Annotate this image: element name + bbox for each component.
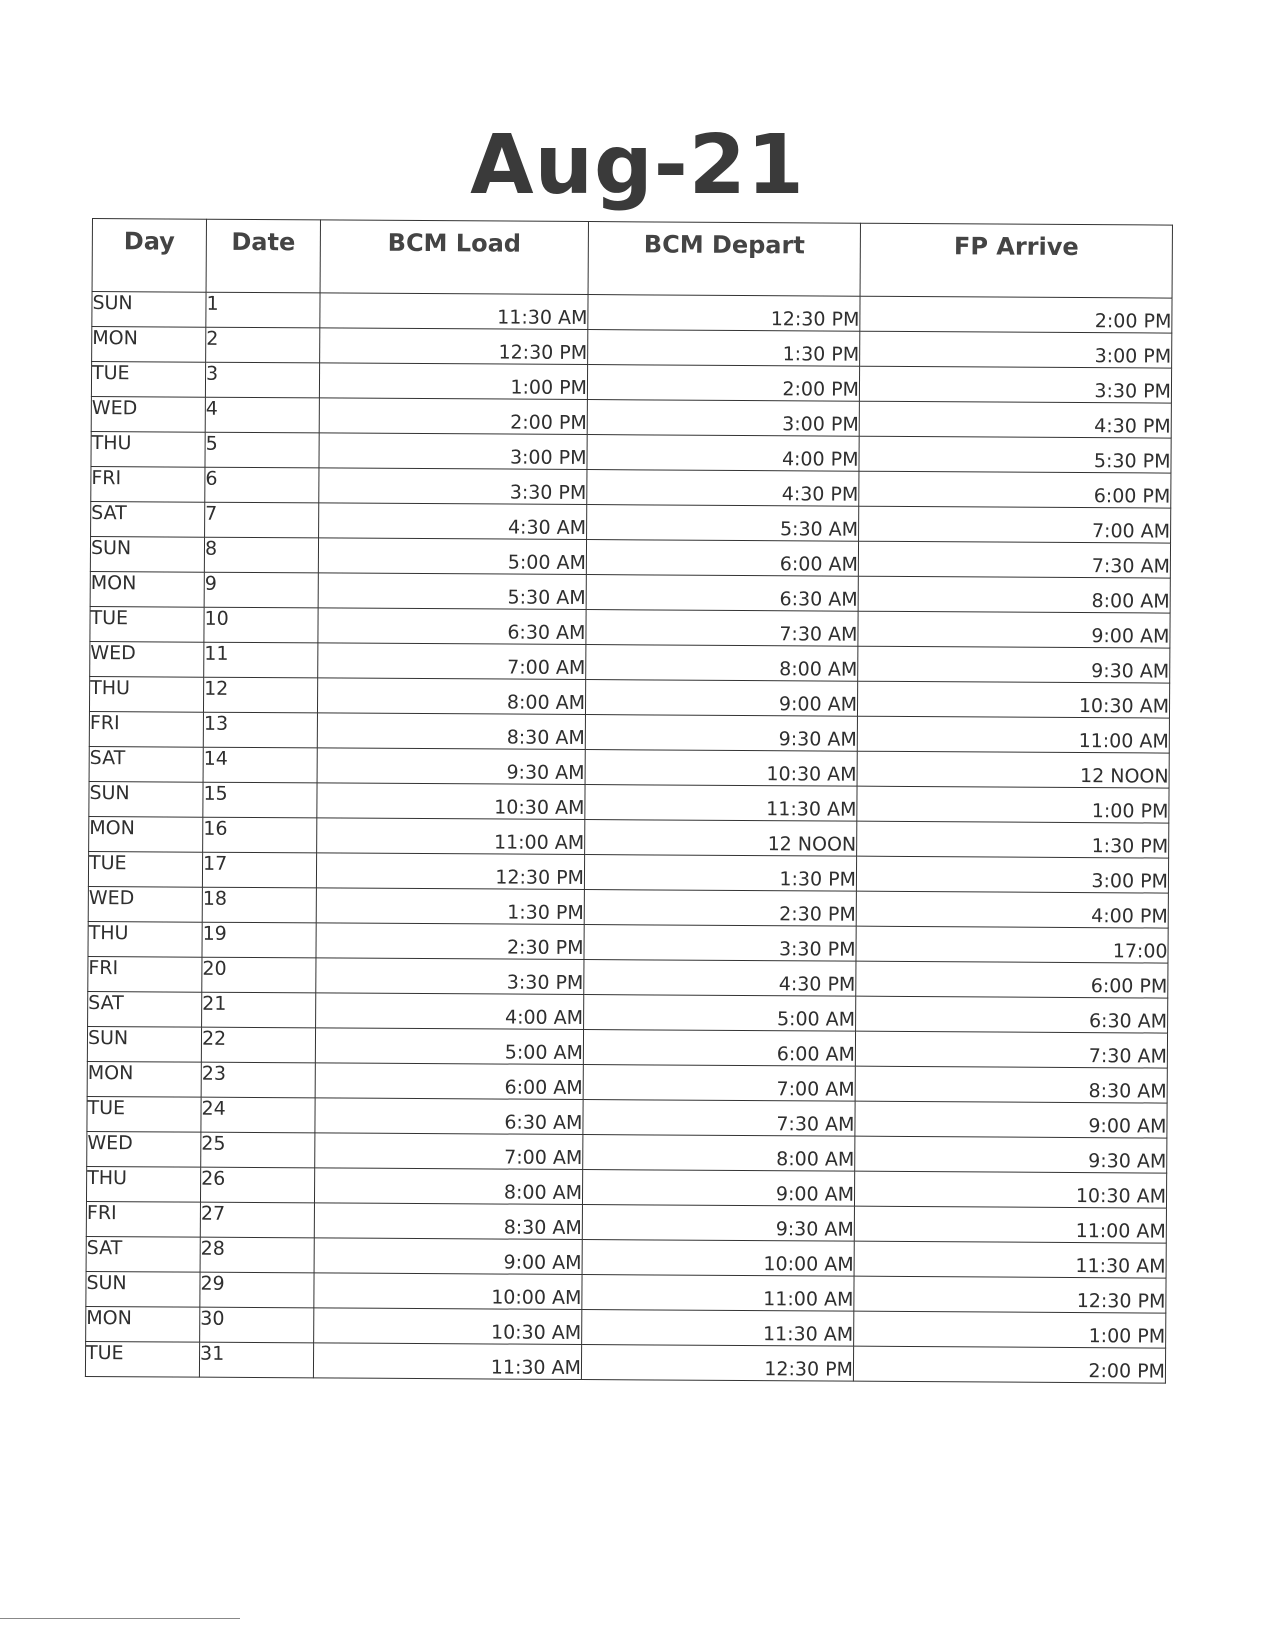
bcm-depart-cell: 5:00 AM (584, 995, 856, 1032)
bcm-depart-cell: 11:00 AM (582, 1275, 854, 1312)
date-cell: 16 (203, 817, 317, 853)
header-row (92, 219, 1172, 299)
bcm-depart-cell: 9:30 AM (585, 715, 857, 752)
bcm-depart-cell: 11:30 AM (585, 785, 857, 822)
column-header-bcm-depart: BCM Depart (588, 222, 860, 297)
date-cell: 17 (202, 852, 316, 888)
fp-arrive-cell: 10:30 AM (857, 681, 1169, 718)
day-cell: WED (88, 886, 202, 922)
bcm-depart-cell: 9:00 AM (582, 1170, 854, 1207)
schedule-body (85, 292, 1172, 1384)
bcm-load-cell: 12:30 PM (320, 328, 588, 365)
bcm-load-cell: 1:00 PM (319, 363, 587, 400)
day-cell: SUN (89, 781, 203, 817)
bcm-depart-cell: 9:30 AM (582, 1205, 854, 1242)
bcm-depart-cell: 8:00 AM (583, 1135, 855, 1172)
bcm-load-cell: 8:00 AM (314, 1168, 582, 1205)
bcm-depart-cell: 10:30 AM (585, 750, 857, 787)
date-cell: 5 (205, 432, 319, 468)
fp-arrive-cell: 10:30 AM (854, 1171, 1166, 1208)
date-cell: 3 (205, 362, 319, 398)
bcm-load-cell: 2:00 PM (319, 398, 587, 435)
bcm-depart-cell: 7:30 AM (586, 610, 858, 647)
date-cell: 12 (203, 677, 317, 713)
bcm-depart-cell: 6:00 AM (583, 1030, 855, 1067)
bcm-depart-cell: 1:30 PM (588, 330, 860, 367)
day-cell: FRI (86, 1201, 200, 1237)
fp-arrive-cell: 1:00 PM (857, 786, 1169, 823)
day-cell: THU (86, 1166, 200, 1202)
bcm-depart-cell: 9:00 AM (585, 680, 857, 717)
day-cell: WED (87, 1131, 201, 1167)
bcm-depart-cell: 2:00 PM (587, 365, 859, 402)
date-cell: 26 (200, 1167, 314, 1203)
day-cell: TUE (88, 851, 202, 887)
column-header-date: Date (206, 219, 320, 293)
date-cell: 28 (200, 1237, 314, 1273)
fp-arrive-cell: 6:00 PM (856, 961, 1168, 998)
bcm-load-cell: 6:30 AM (318, 608, 586, 645)
bcm-load-cell: 8:30 AM (317, 713, 585, 750)
bcm-load-cell: 5:30 AM (318, 573, 586, 610)
date-cell: 27 (200, 1202, 314, 1238)
bcm-depart-cell: 4:00 PM (587, 435, 859, 472)
bcm-load-cell: 8:30 AM (314, 1203, 582, 1240)
day-cell: SUN (90, 536, 204, 572)
bcm-load-cell: 10:00 AM (314, 1273, 582, 1310)
fp-arrive-cell: 9:30 AM (858, 646, 1170, 683)
bcm-load-cell: 11:30 AM (313, 1343, 581, 1380)
date-cell: 10 (204, 607, 318, 643)
date-cell: 22 (201, 1027, 315, 1063)
date-cell: 4 (205, 397, 319, 433)
fp-arrive-cell: 12 NOON (857, 751, 1169, 788)
day-cell: SUN (92, 292, 206, 328)
date-cell: 25 (201, 1132, 315, 1168)
bcm-load-cell: 5:00 AM (318, 538, 586, 575)
schedule-sheet (85, 218, 1172, 1384)
bcm-load-cell: 1:30 PM (316, 888, 584, 925)
day-cell: FRI (89, 711, 203, 747)
date-cell: 1 (206, 292, 320, 328)
day-cell: MON (87, 1061, 201, 1097)
fp-arrive-cell: 6:30 AM (856, 996, 1168, 1033)
fp-arrive-cell: 7:30 AM (858, 541, 1170, 578)
fp-arrive-cell: 6:00 PM (859, 471, 1171, 508)
bcm-load-cell: 11:30 AM (320, 293, 588, 330)
bcm-load-cell: 8:00 AM (317, 678, 585, 715)
date-cell: 13 (203, 712, 317, 748)
date-cell: 7 (205, 502, 319, 538)
bcm-depart-cell: 7:00 AM (583, 1065, 855, 1102)
day-cell: MON (86, 1306, 200, 1342)
date-cell: 14 (203, 747, 317, 783)
bcm-load-cell: 3:30 PM (319, 468, 587, 505)
date-cell: 18 (202, 887, 316, 923)
date-cell: 8 (204, 537, 318, 573)
column-header-fp-arrive: FP Arrive (860, 223, 1172, 298)
table-row (85, 1341, 1165, 1383)
bcm-load-cell: 3:30 PM (316, 958, 584, 995)
bcm-depart-cell: 12:30 PM (581, 1345, 853, 1382)
day-cell: WED (90, 641, 204, 677)
day-cell: FRI (88, 956, 202, 992)
bcm-depart-cell: 3:00 PM (587, 400, 859, 437)
fp-arrive-cell: 17:00 (856, 926, 1168, 963)
day-cell: FRI (91, 466, 205, 502)
bcm-load-cell: 10:30 AM (314, 1308, 582, 1345)
day-cell: TUE (87, 1096, 201, 1132)
fp-arrive-cell: 2:00 PM (860, 296, 1172, 333)
fp-arrive-cell: 7:00 AM (859, 506, 1171, 543)
bcm-depart-cell: 4:30 PM (584, 960, 856, 997)
day-cell: WED (91, 396, 205, 432)
date-cell: 21 (202, 992, 316, 1028)
day-cell: SAT (91, 501, 205, 537)
fp-arrive-cell: 1:00 PM (854, 1311, 1166, 1348)
bcm-load-cell: 5:00 AM (315, 1028, 583, 1065)
fp-arrive-cell: 8:00 AM (858, 576, 1170, 613)
fp-arrive-cell: 11:30 AM (854, 1241, 1166, 1278)
fp-arrive-cell: 3:00 PM (860, 331, 1172, 368)
date-cell: 30 (200, 1307, 314, 1343)
bcm-depart-cell: 2:30 PM (584, 890, 856, 927)
bcm-load-cell: 12:30 PM (316, 853, 584, 890)
date-cell: 2 (206, 327, 320, 363)
bcm-depart-cell: 4:30 PM (587, 470, 859, 507)
date-cell: 15 (203, 782, 317, 818)
bcm-load-cell: 9:30 AM (317, 748, 585, 785)
day-cell: THU (89, 676, 203, 712)
date-cell: 20 (202, 957, 316, 993)
fp-arrive-cell: 3:00 PM (856, 856, 1168, 893)
day-cell: SUN (87, 1026, 201, 1062)
fp-arrive-cell: 2:00 PM (853, 1346, 1165, 1383)
fp-arrive-cell: 4:30 PM (859, 401, 1171, 438)
date-cell: 24 (201, 1097, 315, 1133)
bcm-load-cell: 6:30 AM (315, 1098, 583, 1135)
day-cell: MON (90, 571, 204, 607)
bcm-load-cell: 7:00 AM (315, 1133, 583, 1170)
page-title: Aug-21 (470, 118, 805, 213)
fp-arrive-cell: 4:00 PM (856, 891, 1168, 928)
bcm-load-cell: 11:00 AM (317, 818, 585, 855)
bcm-depart-cell: 11:30 AM (582, 1310, 854, 1347)
fp-arrive-cell: 9:30 AM (855, 1136, 1167, 1173)
day-cell: SAT (86, 1236, 200, 1272)
bcm-depart-cell: 6:00 AM (586, 540, 858, 577)
schedule-table (85, 218, 1173, 1384)
date-cell: 31 (199, 1342, 313, 1378)
bcm-load-cell: 10:30 AM (317, 783, 585, 820)
day-cell: SAT (88, 991, 202, 1027)
day-cell: SAT (89, 746, 203, 782)
day-cell: TUE (91, 362, 205, 398)
fp-arrive-cell: 11:00 AM (854, 1206, 1166, 1243)
bcm-depart-cell: 3:30 PM (584, 925, 856, 962)
date-cell: 9 (204, 572, 318, 608)
bcm-load-cell: 7:00 AM (318, 643, 586, 680)
day-cell: THU (88, 921, 202, 957)
bcm-load-cell: 9:00 AM (314, 1238, 582, 1275)
fp-arrive-cell: 3:30 PM (859, 366, 1171, 403)
bcm-depart-cell: 7:30 AM (583, 1100, 855, 1137)
bcm-depart-cell: 12:30 PM (588, 295, 860, 332)
date-cell: 23 (201, 1062, 315, 1098)
fp-arrive-cell: 9:00 AM (858, 611, 1170, 648)
bcm-depart-cell: 8:00 AM (586, 645, 858, 682)
day-cell: TUE (90, 606, 204, 642)
date-cell: 29 (200, 1272, 314, 1308)
day-cell: SUN (86, 1271, 200, 1307)
fp-arrive-cell: 1:30 PM (857, 821, 1169, 858)
date-cell: 11 (204, 642, 318, 678)
bcm-load-cell: 2:30 PM (316, 923, 584, 960)
bcm-depart-cell: 1:30 PM (584, 855, 856, 892)
bcm-depart-cell: 5:30 AM (587, 505, 859, 542)
day-cell: THU (91, 431, 205, 467)
scan-edge-line (0, 1618, 240, 1619)
bcm-load-cell: 4:30 AM (319, 503, 587, 540)
day-cell: MON (89, 816, 203, 852)
date-cell: 19 (202, 922, 316, 958)
date-cell: 6 (205, 467, 319, 503)
bcm-depart-cell: 6:30 AM (586, 575, 858, 612)
column-header-bcm-load: BCM Load (320, 220, 588, 295)
day-cell: MON (92, 327, 206, 363)
bcm-depart-cell: 12 NOON (585, 820, 857, 857)
fp-arrive-cell: 12:30 PM (854, 1276, 1166, 1313)
bcm-load-cell: 4:00 AM (316, 993, 584, 1030)
bcm-load-cell: 6:00 AM (315, 1063, 583, 1100)
fp-arrive-cell: 7:30 AM (855, 1031, 1167, 1068)
fp-arrive-cell: 11:00 AM (857, 716, 1169, 753)
fp-arrive-cell: 9:00 AM (855, 1101, 1167, 1138)
bcm-depart-cell: 10:00 AM (582, 1240, 854, 1277)
column-header-day: Day (92, 219, 206, 293)
fp-arrive-cell: 5:30 PM (859, 436, 1171, 473)
bcm-load-cell: 3:00 PM (319, 433, 587, 470)
fp-arrive-cell: 8:30 AM (855, 1066, 1167, 1103)
day-cell: TUE (85, 1341, 199, 1377)
